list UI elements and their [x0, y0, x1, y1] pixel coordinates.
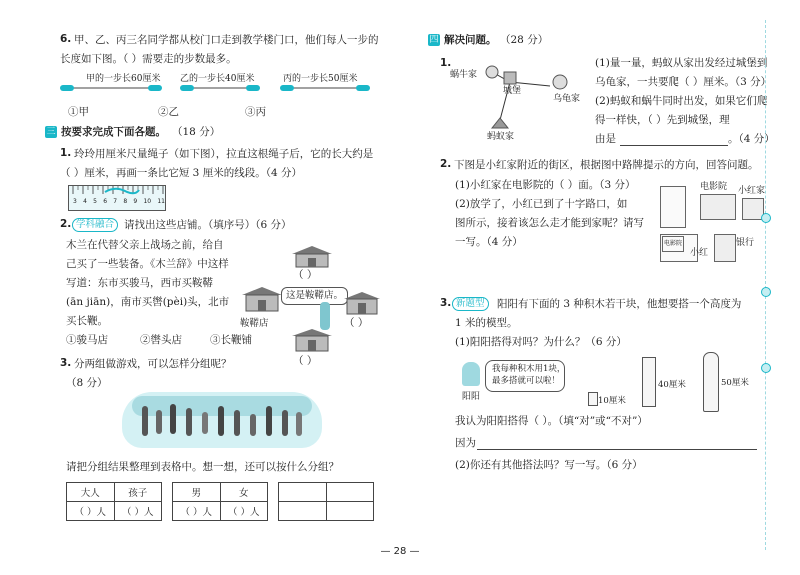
block-small-label: 10厘米 — [598, 396, 626, 406]
p3-text-line1: 阳阳有下面的 3 种积木若干块，他想要搭一个高度为 — [497, 298, 742, 310]
stride-label-c: 丙的一步长50厘米 — [283, 74, 358, 84]
p1-q2-line2: 得一样快，（ ）先到城堡，理 — [595, 114, 730, 126]
q2-passage-line: 写道：东市买骏马，西市买鞍鞯 — [66, 277, 213, 289]
margin-guide — [765, 20, 766, 550]
person-figure — [296, 412, 302, 436]
grouping-table-blank — [278, 482, 374, 521]
person-figure — [250, 414, 256, 436]
table-header: 大人 — [67, 483, 115, 502]
p3-verdict: 我认为阳阳搭得（ ）。（填“对”或“不对”） — [455, 415, 648, 427]
person-figure — [186, 408, 192, 436]
street-map — [660, 180, 764, 264]
section3-icon: 三 — [46, 127, 56, 137]
cinema-building — [700, 194, 736, 220]
q3-text-line1: 分两组做游戏，可以怎样分组呢？ — [74, 358, 232, 370]
shop-blank: （ ） — [344, 317, 369, 329]
grouping-table-1 — [66, 482, 162, 521]
p1-q1-line1: (1)量一量，蚂蚁从家出发经过城堡到 — [595, 57, 768, 69]
ruler-tick: 10 — [143, 198, 152, 205]
shop-icon — [290, 244, 334, 268]
ruler-tick: 6 — [103, 198, 108, 205]
map-label-turtle-home: 乌龟家 — [553, 94, 581, 104]
block-medium — [642, 357, 656, 407]
p3-q2: (2)你还有其他搭法吗？写一写。（6 分） — [455, 459, 643, 471]
ruler-tick: 3 — [73, 198, 77, 205]
person-label: 小红 — [690, 248, 709, 258]
block-small — [588, 392, 598, 406]
person-figure — [266, 406, 272, 436]
girl-figure — [320, 302, 330, 330]
q6-text-line2: 长度如下图。（ ）需要走的步数最多。 — [60, 53, 237, 65]
p3-q1: (1)阳阳搭得对吗？为什么？（6 分） — [455, 336, 627, 348]
ruler-tick: 7 — [113, 198, 118, 205]
stride-lines — [58, 84, 378, 94]
ruler-tick: 4 — [83, 198, 87, 205]
q2-title: 请找出这些店铺。（填序号）（6 分） — [124, 219, 292, 231]
ruler-tick: 9 — [133, 198, 138, 205]
cinema-label: 电影院 — [700, 182, 728, 192]
map-label-castle: 城堡 — [503, 86, 522, 96]
grouping-table-2 — [172, 482, 268, 521]
table-cell — [326, 502, 374, 521]
q6-option-c: ③丙 — [245, 106, 266, 118]
q2-passage-line: 己买了一些装备。《木兰辞》中这样 — [66, 258, 229, 270]
p1-q2-score: 。（4 分） — [728, 133, 775, 145]
q6-option-a: ①甲 — [68, 106, 89, 118]
person-figure — [282, 410, 288, 436]
margin-dot — [761, 213, 771, 223]
p2-q2-line3: 一写。（4 分） — [455, 236, 523, 248]
shop-blank: （ ） — [293, 269, 318, 281]
q1-text-line2: （ ）厘米，再画一条比它短 3 厘米的线段。（4 分） — [60, 167, 302, 179]
q2-option-2: ②辔头店 — [140, 334, 182, 346]
p3-number: 3. — [440, 297, 452, 309]
person-figure — [142, 406, 148, 436]
table-cell: （ ）人 — [173, 502, 221, 521]
q2-passage-line: (ān jiān)，南市买辔(pèi)头，北市 — [66, 296, 230, 308]
saddle-shop-label: 鞍鞯店 — [240, 318, 269, 329]
table-cell: （ ）人 — [67, 502, 115, 521]
page-number-value: 28 — [393, 546, 407, 557]
block-cylinder — [703, 352, 719, 412]
person-figure — [170, 404, 176, 434]
section4-title: 解决问题。 — [444, 34, 497, 46]
p1-number: 1. — [440, 57, 452, 69]
q3-score: （8 分） — [66, 377, 108, 389]
p1-q2-line1: (2)蚂蚁和蜗牛同时出发，如果它们爬 — [595, 95, 768, 107]
p3-text-line2: 1 米的模型。 — [455, 317, 518, 329]
road-sign: 电影院 — [662, 236, 684, 252]
shop-blank: （ ） — [293, 355, 318, 367]
ruler-tick: 5 — [93, 198, 97, 205]
q2-number: 2. — [60, 218, 72, 230]
section4-icon: 四 — [429, 35, 439, 45]
bank-building — [714, 234, 736, 262]
person-figure — [202, 412, 208, 434]
q3-instruction: 请把分组结果整理到表格中。想一想，还可以按什么分组？ — [66, 461, 339, 473]
q2-tag: 学科融合 — [72, 218, 118, 232]
table-cell — [279, 483, 327, 502]
ruler — [68, 185, 166, 211]
person-figure — [156, 410, 162, 434]
table-cell — [326, 483, 374, 502]
q6-option-b: ②乙 — [158, 106, 179, 118]
p2-number: 2. — [440, 158, 452, 170]
q6-number: 6. — [60, 33, 72, 45]
p3-tag: 新题型 — [452, 297, 489, 311]
table-cell: （ ）人 — [220, 502, 268, 521]
stride-diagram — [58, 72, 378, 102]
p2-q1: (1)小红家在电影院的（ ）面。（3 分） — [455, 179, 636, 191]
table-header: 女 — [220, 483, 268, 502]
answer-line — [620, 145, 728, 146]
margin-dot — [761, 287, 771, 297]
q2-passage-line: 买长鞭。 — [66, 315, 108, 327]
person-figure — [234, 410, 240, 436]
shop-icon — [240, 285, 284, 313]
q2-option-3: ③长鞭铺 — [210, 334, 252, 346]
stride-label-b: 乙的一步长40厘米 — [180, 74, 255, 84]
stride-label-a: 甲的一步长60厘米 — [86, 74, 161, 84]
p1-q2-line3: 由是 — [595, 133, 616, 145]
q2-passage-line: 木兰在代替父亲上战场之前，给自 — [66, 239, 224, 251]
section4-score: （28 分） — [500, 34, 549, 46]
margin-dot — [761, 363, 771, 373]
answer-line — [477, 449, 757, 450]
speech-line-1: 我每种积木用1块， — [492, 364, 566, 374]
section3-title: 按要求完成下面各题。 — [61, 126, 166, 138]
q3-number: 3. — [60, 357, 72, 369]
shop-icon — [290, 327, 334, 353]
children-playing-illustration — [122, 392, 322, 448]
ruler-ticks — [69, 186, 165, 198]
q1-number: 1. — [60, 147, 72, 159]
ruler-tick: 8 — [123, 198, 128, 205]
p3-reason-label: 因为 — [455, 437, 476, 449]
speech-bubble: 这是鞍鞯店。 — [281, 287, 348, 305]
section3-score: （18 分） — [172, 126, 221, 138]
map-label-snail-home: 蜗牛家 — [450, 70, 478, 80]
building — [660, 186, 686, 228]
q2-option-1: ①骏马店 — [66, 334, 108, 346]
speech-bubble — [485, 360, 565, 392]
ruler-tick-labels — [73, 198, 165, 205]
p2-q2-line1: (2)放学了，小红已到了十字路口，如 — [455, 198, 628, 210]
p1-q1-line2: 乌龟家，一共要爬（ ）厘米。（3 分） — [595, 76, 772, 88]
q6-text-line1: 甲、乙、丙三名同学都从校门口走到教学楼门口，他们每人一步的 — [74, 34, 379, 46]
map-label-ant-home: 蚂蚁家 — [487, 132, 515, 142]
bank-label: 银行 — [736, 238, 755, 248]
page-number: — 28 — — [380, 546, 420, 557]
speech-line-2: 最多搭就可以啦！ — [492, 376, 561, 386]
block-medium-label: 40厘米 — [658, 380, 686, 390]
table-cell — [279, 502, 327, 521]
person-figure — [218, 406, 224, 436]
ruler-tick: 11 — [157, 198, 165, 205]
shop-icon — [342, 290, 382, 316]
table-header: 男 — [173, 483, 221, 502]
p2-q2-line2: 图所示，接着该怎么走才能到家呢？请写 — [455, 217, 644, 229]
p2-title: 下图是小红家附近的街区，根据图中路牌提示的方向，回答问题。 — [454, 159, 759, 171]
table-cell: （ ）人 — [114, 502, 162, 521]
boy-name: 阳阳 — [462, 392, 481, 402]
q1-text-line1: 玲玲用厘米尺量绳子（如下图），拉直这根绳子后，它的长大约是 — [74, 148, 374, 160]
boy-figure — [462, 362, 480, 386]
home-label: 小红家 — [738, 186, 766, 196]
block-cylinder-label: 50厘米 — [721, 378, 749, 388]
table-header: 孩子 — [114, 483, 162, 502]
